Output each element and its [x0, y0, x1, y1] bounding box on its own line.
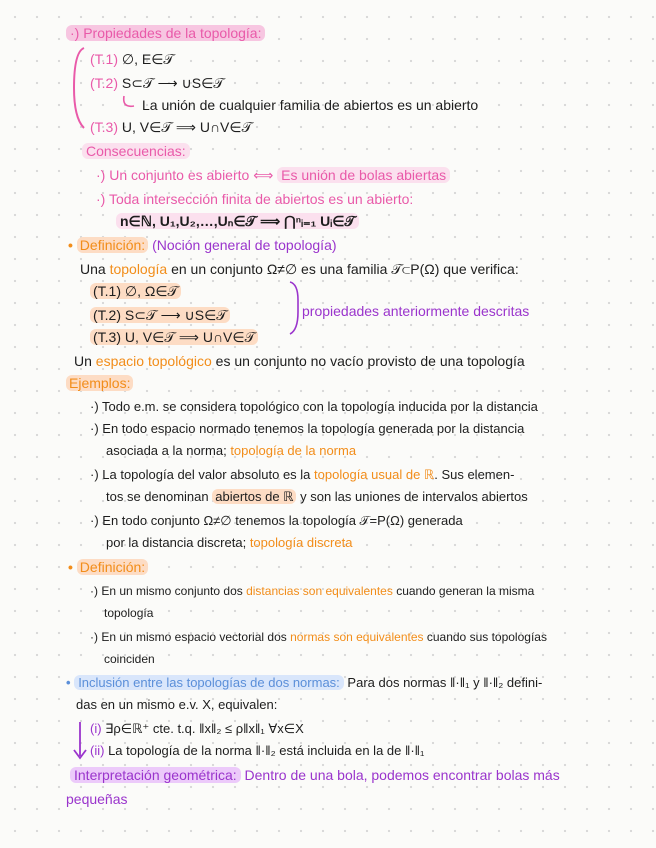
ejemplo-3-line2: tos se denominan abiertos de ℝ y son las uniones de intervalos abiertos [106, 489, 528, 504]
ejemplo-4-line1: ·) En todo conjunto Ω≠∅ tenemos la topología 𝒯=P(Ω) generada [90, 513, 463, 528]
property-t1: (T.1) ∅, E∈𝒯 [90, 51, 175, 67]
espacio-topologico-def: Un espacio topológico es un conjunto no vacío provisto de una topología [74, 353, 525, 369]
property-t3: (T.3) U, V∈𝒯 ⟹ U∩V∈𝒯 [90, 119, 253, 135]
property-t2: (T.2) S⊂𝒯 ⟶ ∪S∈𝒯 [90, 75, 225, 91]
ejemplo-3-line1: ·) La topología del valor absoluto es la topología usual de ℝ. Sus elemen- [90, 467, 515, 482]
def1-t3: (T.3) U, V∈𝒯 ⟹ U∩V∈𝒯 [90, 328, 258, 346]
def2-item2-line2: coinciden [104, 652, 155, 666]
ejemplo-4-line2: por la distancia discreta; topología discreta [106, 535, 353, 550]
ejemplo-1: ·) Todo e.m. se considera topológico con la topología inducida por la distancia [90, 399, 538, 414]
consecuencia-2: ·) Toda intersección finita de abiertos es un abierto: [96, 191, 414, 207]
section1-bracket [74, 48, 84, 128]
inclusion-item-ii: (ii) La topología de la norma ‖·‖₂ está incluida en la de ‖·‖₁ [90, 743, 425, 758]
ejemplos-title: Ejemplos: [66, 374, 133, 392]
def1-brace-note: propiedades anteriormente descritas [302, 303, 530, 319]
consecuencia-1: ·) Un conjunto es abierto ⟺ Es unión de bolas abiertas [96, 166, 450, 184]
def1-brace [290, 282, 298, 334]
def2-item1-line1: ·) En un mismo conjunto dos distancias son equivalentes cuando generan la misma [90, 584, 535, 598]
consecuencias-title: Consecuencias: [82, 142, 190, 160]
def1-t2: (T.2) S⊂𝒯 ⟶ ∪S∈𝒯 [90, 306, 230, 324]
ejemplo-2-line1: ·) En todo espacio normado tenemos la topología generada por la distancia [90, 421, 525, 436]
section-title-propiedades: ·) Propiedades de la topología: [66, 24, 265, 42]
interpretacion-line2: pequeñas [66, 791, 128, 807]
inclusion-item-i: (i) ∃ρ∈ℝ⁺ cte. t.q. ‖x‖₂ ≤ ρ‖x‖₁ ∀x∈X [90, 721, 304, 736]
def1-t1: (T.1) ∅, Ω∈𝒯 [90, 282, 181, 300]
note-arrow [124, 96, 134, 106]
consecuencia-2-formula: n∈ℕ, U₁,U₂,…,Uₙ∈𝒯 ⟹ ⋂ⁿᵢ₌₁ Uᵢ∈𝒯 [116, 212, 359, 230]
def1-sentence: Una topología en un conjunto Ω≠∅ es una familia 𝒯⊂P(Ω) que verifica: [80, 261, 519, 277]
inclusion-line2: das en un mismo e.v. X, equivalen: [76, 697, 278, 712]
def1-heading: • Definición: (Noción general de topología) [68, 237, 337, 253]
property-t2-note: La unión de cualquier familia de abiertos es un abierto [142, 97, 479, 113]
ejemplo-2-line2: asociada a la norma; topología de la norma [106, 443, 357, 458]
def2-item2-line1: ·) En un mismo espacio vectorial dos normas son equivalentes cuando sus topologías [90, 630, 547, 644]
interpretacion-line1: Interpretación geométrica: Dentro de una bola, podemos encontrar bolas más [70, 766, 560, 784]
def2-item1-line2: topología [104, 606, 154, 620]
def2-heading: • Definición: [68, 558, 148, 576]
inclusion-line1: • Inclusión entre las topologías de dos normas: Para dos normas ‖·‖₁ y ‖·‖₂ defini- [66, 675, 543, 690]
